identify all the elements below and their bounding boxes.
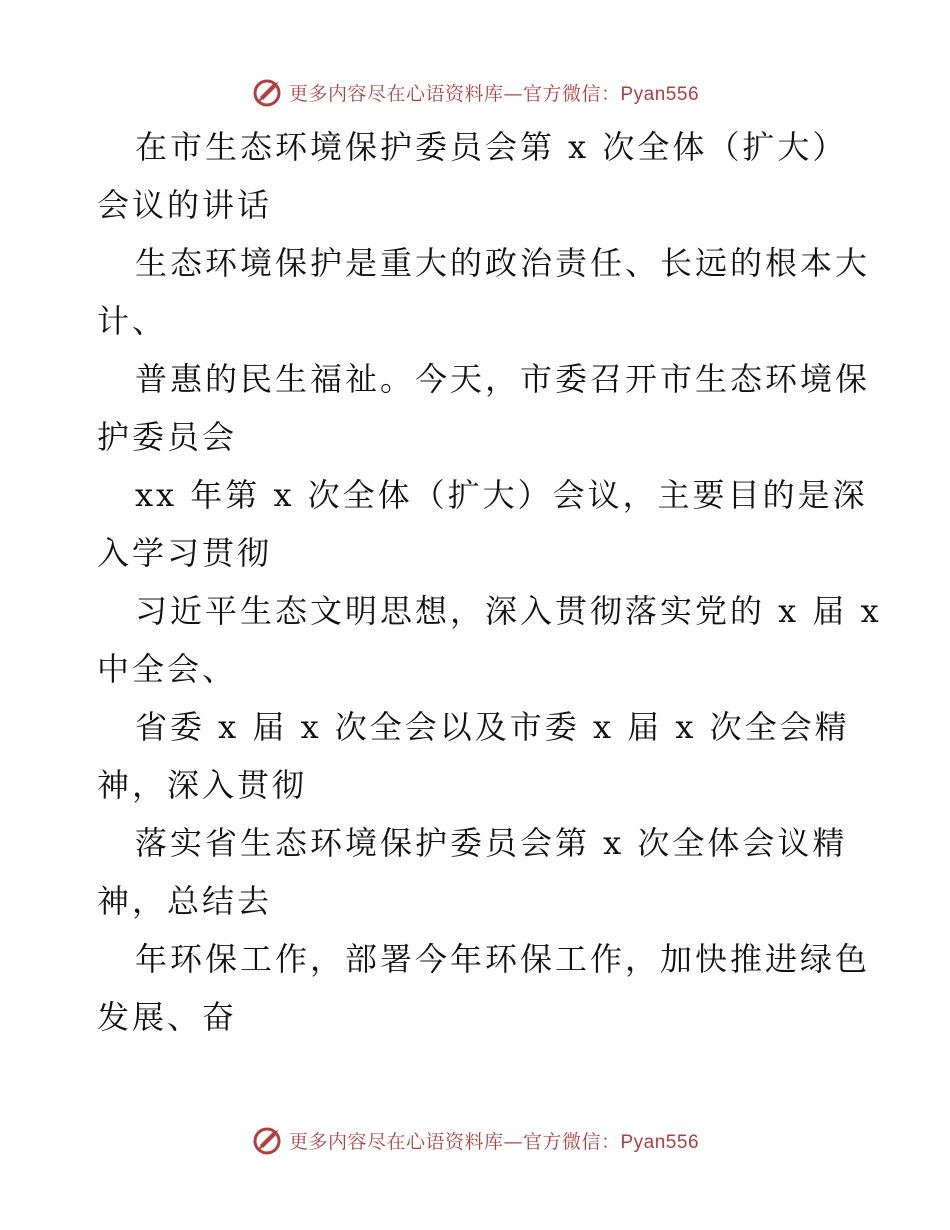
text-line: 会议的讲话 <box>97 186 273 224</box>
text-line: 计、 <box>97 302 168 340</box>
text-line: 神，深入贯彻 <box>97 766 308 804</box>
text-line: xx 年第 x 次全体（扩大）会议，主要目的是深 <box>135 476 868 514</box>
watermark-wechat-id: Pyan556 <box>620 1131 700 1153</box>
text-line: 落实省生态环境保护委员会第 x 次全体会议精 <box>135 824 848 862</box>
watermark-text: 更多内容尽在心语资料库—官方微信： <box>288 1130 621 1153</box>
text-line: 生态环境保护是重大的政治责任、长远的根本大 <box>135 244 871 282</box>
text-line: 习近平生态文明思想，深入贯彻落实党的 x 届 x <box>135 592 882 630</box>
text-line: 中全会、 <box>97 650 238 688</box>
header-watermark <box>0 72 950 112</box>
document-body <box>97 118 882 1046</box>
text-line: 普惠的民生福祉。今天，市委召开市生态环境保 <box>135 360 871 398</box>
text-line: 年环保工作，部署今年环保工作，加快推进绿色 <box>135 940 871 978</box>
pen-logo-icon <box>251 1123 285 1157</box>
text-line: 发展、奋 <box>97 998 238 1036</box>
pen-logo-icon <box>251 75 285 109</box>
watermark-text: 更多内容尽在心语资料库—官方微信： <box>288 82 621 105</box>
footer-watermark <box>0 1120 950 1160</box>
text-line: 入学习贯彻 <box>97 534 273 572</box>
text-line: 神，总结去 <box>97 882 273 920</box>
text-line: 省委 x 届 x 次全会以及市委 x 届 x 次全会精 <box>135 708 850 746</box>
text-line: 护委员会 <box>97 418 238 456</box>
text-line: 在市生态环境保护委员会第 x 次全体（扩大） <box>135 128 848 166</box>
watermark-wechat-id: Pyan556 <box>620 83 700 105</box>
